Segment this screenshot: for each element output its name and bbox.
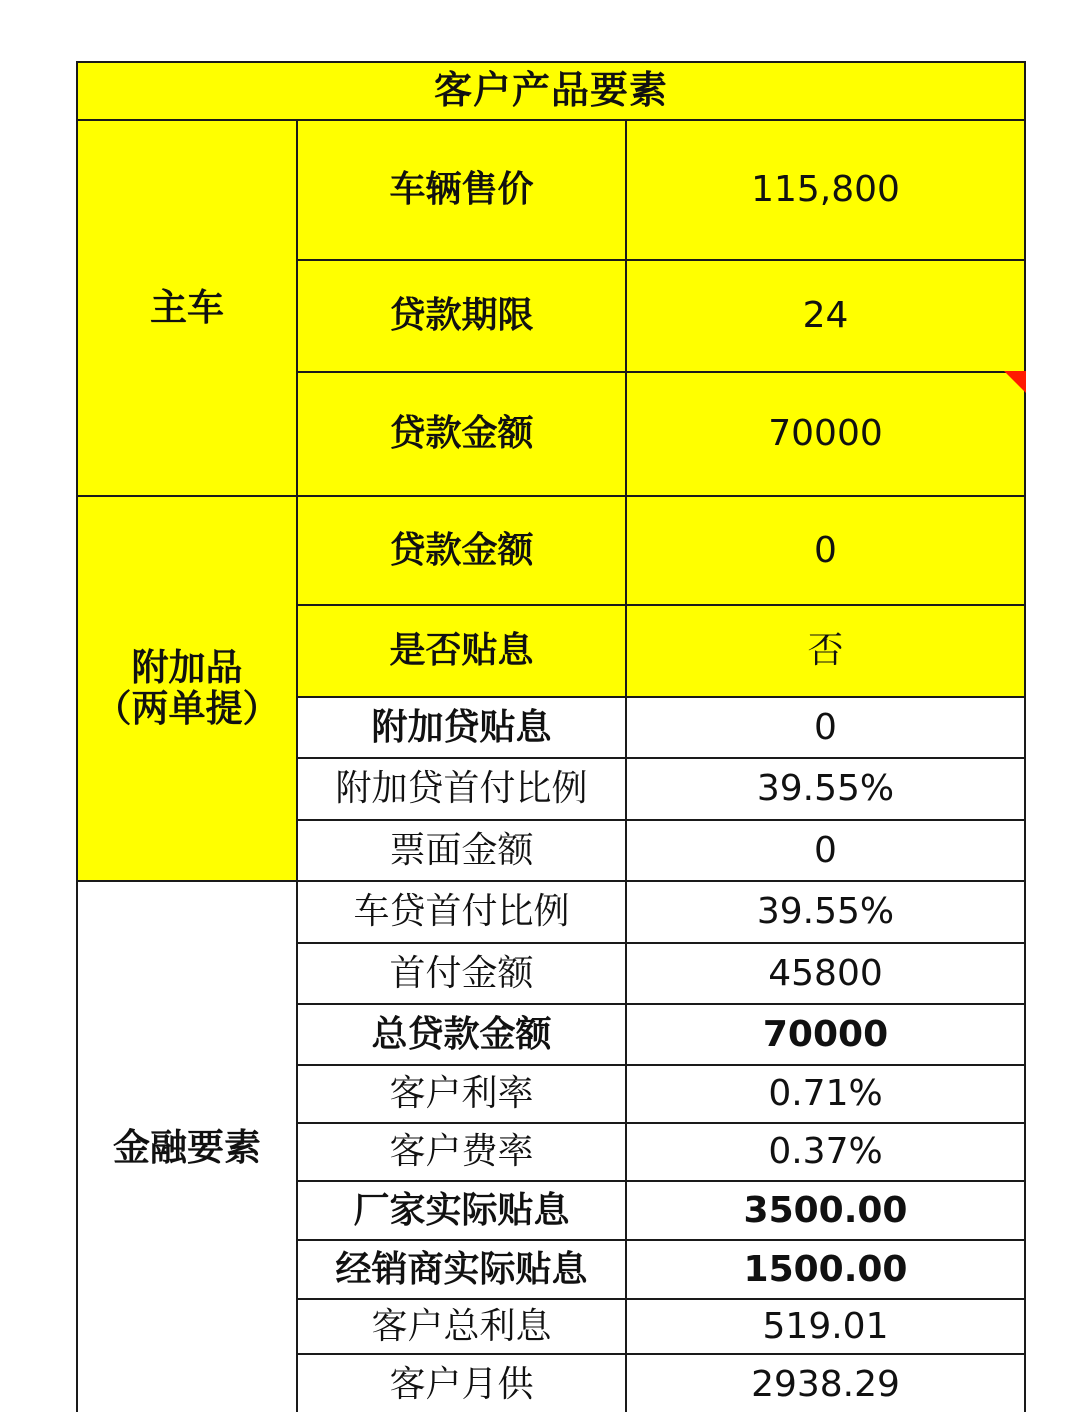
- row-value[interactable]: 1500.00: [626, 1240, 1025, 1299]
- row-value[interactable]: 70000: [626, 1004, 1025, 1065]
- row-label: 车贷首付比例: [297, 881, 626, 943]
- comment-marker-icon[interactable]: [1004, 371, 1026, 393]
- row-value[interactable]: 39.55%: [626, 881, 1025, 943]
- row-value[interactable]: 0: [626, 697, 1025, 758]
- row-value[interactable]: 45800: [626, 943, 1025, 1004]
- group-finance: 金融要素: [77, 881, 297, 1412]
- row-label: 首付金额: [297, 943, 626, 1004]
- group-addon-line2: （两单提）: [94, 686, 280, 730]
- row-label: 经销商实际贴息: [297, 1240, 626, 1299]
- row-value[interactable]: 3500.00: [626, 1181, 1025, 1240]
- row-label: 贷款金额: [297, 372, 626, 496]
- table-title: 客户产品要素: [77, 62, 1025, 120]
- row-value[interactable]: 0: [626, 496, 1025, 605]
- row-label: 是否贴息: [297, 605, 626, 697]
- row-value[interactable]: 519.01: [626, 1299, 1025, 1354]
- row-label: 客户月供: [297, 1354, 626, 1412]
- row-value[interactable]: 0: [626, 820, 1025, 881]
- row-value[interactable]: 115,800: [626, 120, 1025, 260]
- row-label: 贷款期限: [297, 260, 626, 372]
- row-label: 附加贷首付比例: [297, 758, 626, 820]
- row-value[interactable]: 24: [626, 260, 1025, 372]
- row-value[interactable]: 否: [626, 605, 1025, 697]
- row-label: 客户总利息: [297, 1299, 626, 1354]
- row-value[interactable]: 0.71%: [626, 1065, 1025, 1123]
- row-label: 总贷款金额: [297, 1004, 626, 1065]
- row-label: 车辆售价: [297, 120, 626, 260]
- row-label: 厂家实际贴息: [297, 1181, 626, 1240]
- group-addon-line1: 附加品: [131, 645, 243, 689]
- row-label: 附加贷贴息: [297, 697, 626, 758]
- group-addon: [77, 496, 297, 881]
- group-main-car: 主车: [77, 120, 297, 496]
- row-label: 贷款金额: [297, 496, 626, 605]
- row-label: 客户利率: [297, 1065, 626, 1123]
- row-value[interactable]: 70000: [626, 372, 1025, 496]
- row-label: 客户费率: [297, 1123, 626, 1181]
- row-value[interactable]: 39.55%: [626, 758, 1025, 820]
- product-elements-table: [76, 61, 1026, 1412]
- row-value[interactable]: 2938.29: [626, 1354, 1025, 1412]
- row-value[interactable]: 0.37%: [626, 1123, 1025, 1181]
- row-label: 票面金额: [297, 820, 626, 881]
